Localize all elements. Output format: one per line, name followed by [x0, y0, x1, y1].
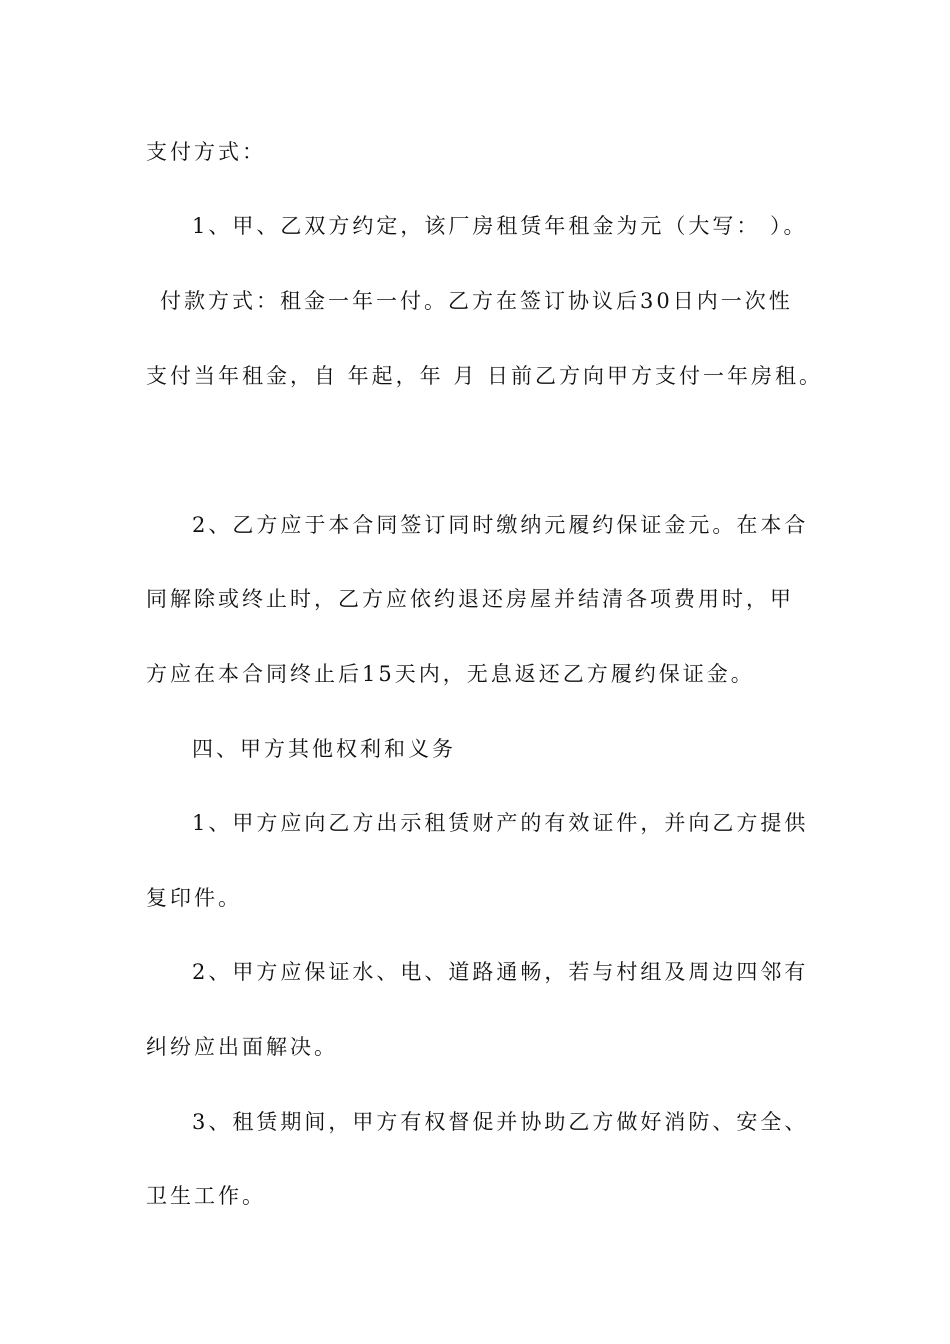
text-line: 付款方式：租金一年一付。乙方在签订协议后30日内一次性: [160, 289, 793, 313]
text-line: 方应在本合同终止后15天内，无息返还乙方履约保证金。: [146, 662, 755, 686]
text-line: 2、乙方应于本合同签订同时缴纳元履约保证金元。在本合: [192, 513, 809, 537]
text-line: 纠纷应出面解决。: [146, 1035, 338, 1059]
text-line: 1、甲、乙双方约定，该厂房租赁年租金为元（大写： ）。: [192, 214, 808, 238]
text-line: 复印件。: [146, 886, 242, 910]
text-line: 卫生工作。: [146, 1184, 266, 1208]
section-heading: 四、甲方其他权利和义务: [192, 737, 456, 761]
text-line: 支付方式：: [146, 140, 266, 164]
text-line: 1、甲方应向乙方出示租赁财产的有效证件，并向乙方提供: [192, 811, 809, 835]
text-line: 同解除或终止时，乙方应依约退还房屋并结清各项费用时，甲: [146, 587, 794, 611]
text-line: 2、甲方应保证水、电、道路通畅，若与村组及周边四邻有: [192, 960, 809, 984]
text-line: 3、租赁期间，甲方有权督促并协助乙方做好消防、安全、: [192, 1110, 809, 1134]
text-line: 支付当年租金，自 年起，年 月 日前乙方向甲方支付一年房租。: [146, 364, 824, 388]
